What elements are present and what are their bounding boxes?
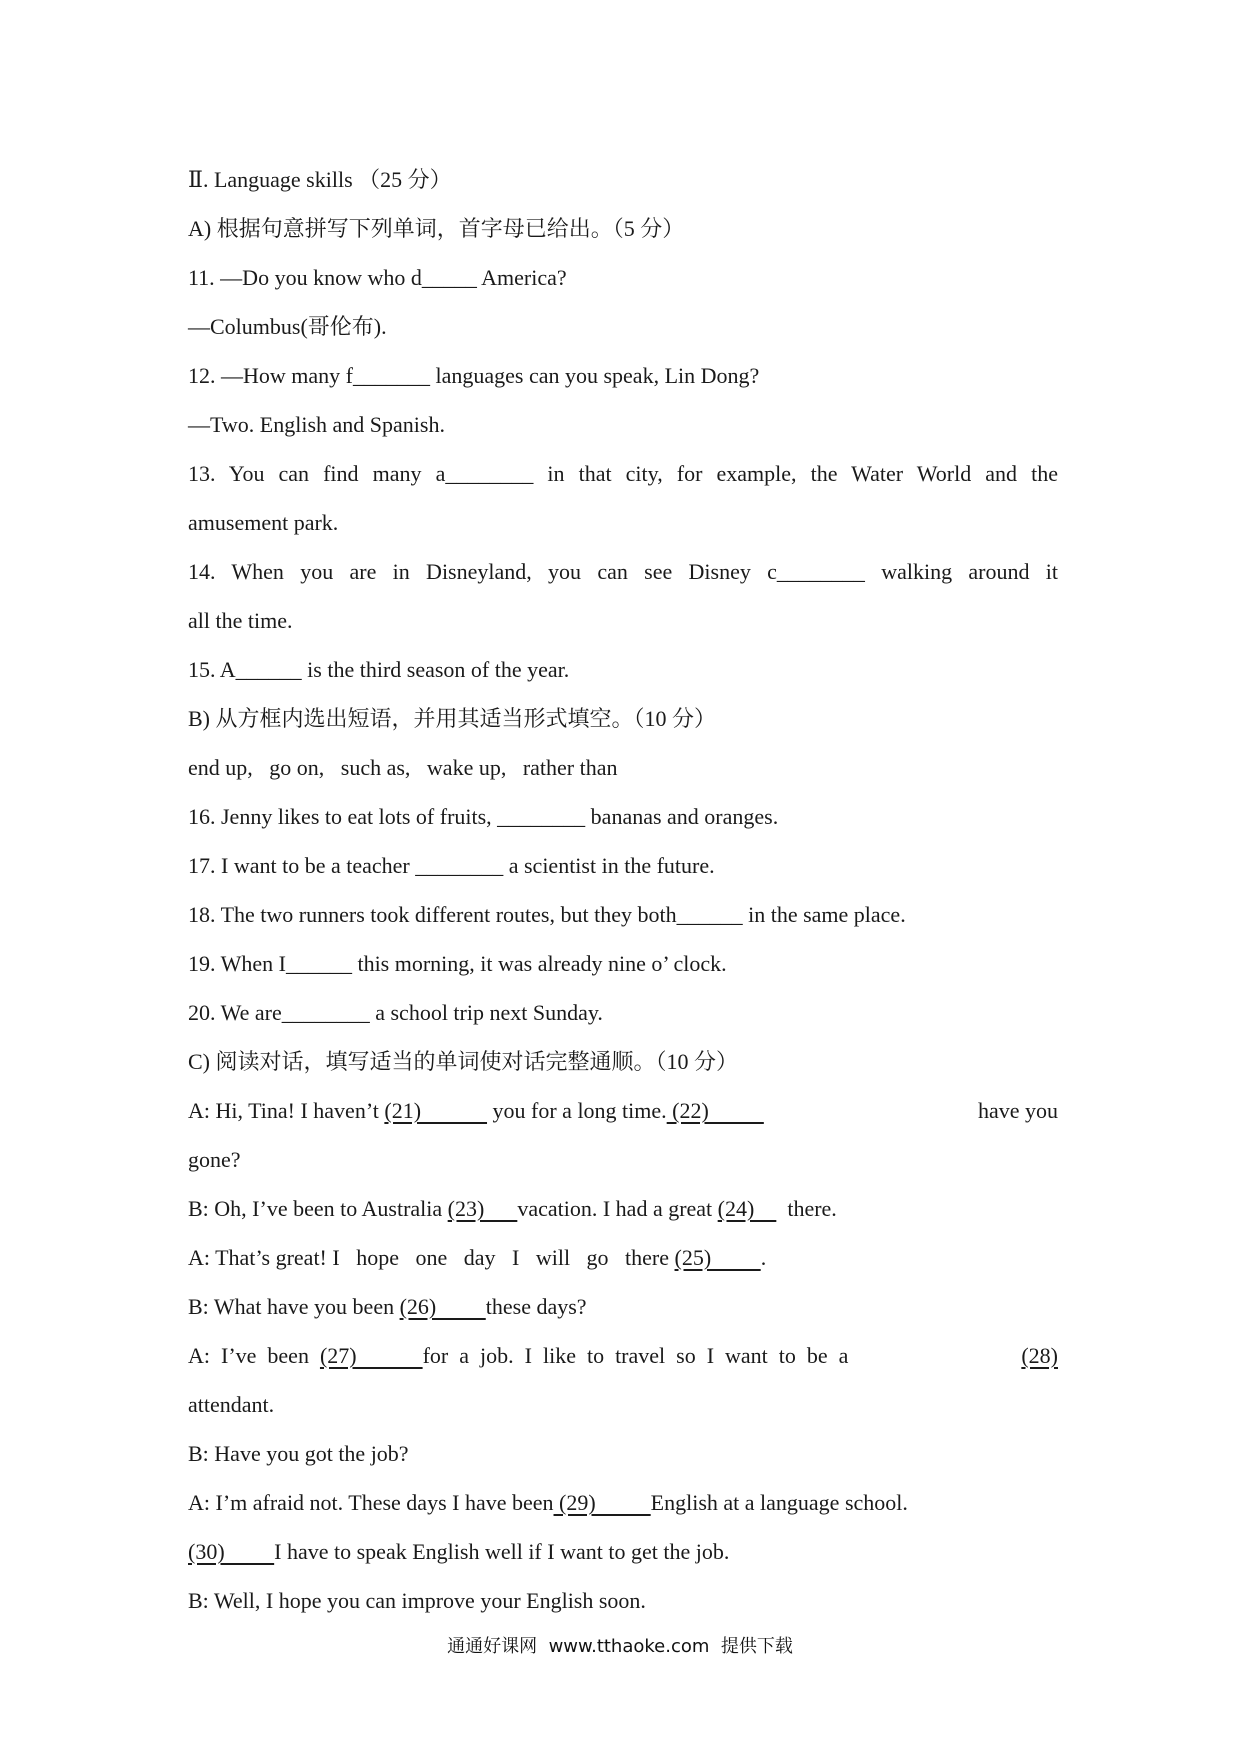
blank-29: (29) [553, 1490, 651, 1515]
dialogue-text: for a job. I like to travel so I want to be a [422, 1343, 860, 1368]
dialogue-text: these days? [485, 1294, 587, 1319]
question-14-line-2: all the time. [188, 608, 293, 633]
question-12: 12. —How many f_______ languages can you speak, Lin Dong? [188, 363, 760, 388]
dialogue-line-4 [188, 1233, 1058, 1282]
part-b-instruction: B) 从方框内选出短语，并用其适当形式填空。（10 分） [188, 706, 717, 731]
question-17: 17. I want to be a teacher ________ a scientist in the future. [188, 853, 715, 878]
answer-12: —Two. English and Spanish. [188, 412, 445, 437]
question-14-line-1: 14. When you are in Disneyland, you can see Disney c________ walking around it [188, 559, 1058, 584]
dialogue-line-11: B: Well, I hope you can improve your English soon. [188, 1588, 646, 1613]
dialogue-text: A: I’m afraid not. These days I have been [188, 1490, 554, 1515]
page-footer: 通通好课网 www.tthaoke.com 提供下载 [447, 1636, 793, 1657]
question-11: 11. —Do you know who d_____ America? [188, 265, 567, 290]
dialogue-line-8: B: Have you got the job? [188, 1441, 409, 1466]
dialogue-text: . [760, 1245, 767, 1270]
question-13-line-2: amusement park. [188, 510, 339, 535]
dialogue-text: you for a long time. [487, 1098, 667, 1123]
dialogue-text: English at a language school. [650, 1490, 908, 1515]
dialogue-text: there. [776, 1196, 837, 1221]
dialogue-text: B: What have you been [188, 1294, 400, 1319]
dialogue-line-7: attendant. [188, 1392, 275, 1417]
dialogue-line-1 [188, 1086, 1058, 1135]
question-20: 20. We are________ a school trip next Sunday. [188, 1000, 603, 1025]
dialogue-text: have you [977, 1098, 1058, 1123]
question-16: 16. Jenny likes to eat lots of fruits, ________ bananas and oranges. [188, 804, 779, 829]
blank-27: (27) [319, 1343, 423, 1368]
question-18: 18. The two runners took different routes, but they both______ in the same place. [188, 902, 906, 927]
part-c-instruction: C) 阅读对话，填写适当的单词使对话完整通顺。（10 分） [188, 1049, 739, 1074]
blank-30: (30) [188, 1539, 275, 1564]
worksheet-page [188, 155, 1058, 1625]
dialogue-text: A: Hi, Tina! I haven’t [188, 1098, 385, 1123]
blank-26: (26) [399, 1294, 486, 1319]
dialogue-line-5 [188, 1282, 1058, 1331]
blank-23: (23) [447, 1196, 518, 1221]
blank-22: (22) [666, 1098, 764, 1123]
dialogue-text: B: Oh, I’ve been to Australia [188, 1196, 448, 1221]
question-13-line-1: 13. You can find many a________ in that city, for example, the Water World and the [188, 461, 1058, 486]
question-15: 15. A______ is the third season of the year. [188, 657, 570, 682]
dialogue-line-2: gone? [188, 1147, 241, 1172]
dialogue-line-9 [188, 1478, 1058, 1527]
dialogue-text: vacation. I had a great [517, 1196, 718, 1221]
dialogue-line-3 [188, 1184, 1058, 1233]
question-19: 19. When I______ this morning, it was already nine o’ clock. [188, 951, 727, 976]
dialogue-text: A: I’ve been [188, 1343, 320, 1368]
dialogue-text: I have to speak English well if I want to get the job. [274, 1539, 730, 1564]
answer-11: —Columbus(哥伦布). [188, 314, 387, 339]
blank-21: (21) [384, 1098, 488, 1123]
part-a-instruction: A) 根据句意拼写下列单词，首字母已给出。（5 分） [188, 216, 685, 241]
dialogue-line-6 [188, 1331, 1058, 1380]
blank-28: (28) [1021, 1343, 1058, 1368]
section-heading: Ⅱ. Language skills （25 分） [188, 167, 452, 192]
blank-25: (25) [674, 1245, 761, 1270]
blank-24: (24) [717, 1196, 777, 1221]
dialogue-text: A: That’s great! I hope one day I will go there [188, 1245, 675, 1270]
phrase-box: end up, go on, such as, wake up, rather than [188, 755, 618, 780]
dialogue-line-10 [188, 1527, 1058, 1576]
